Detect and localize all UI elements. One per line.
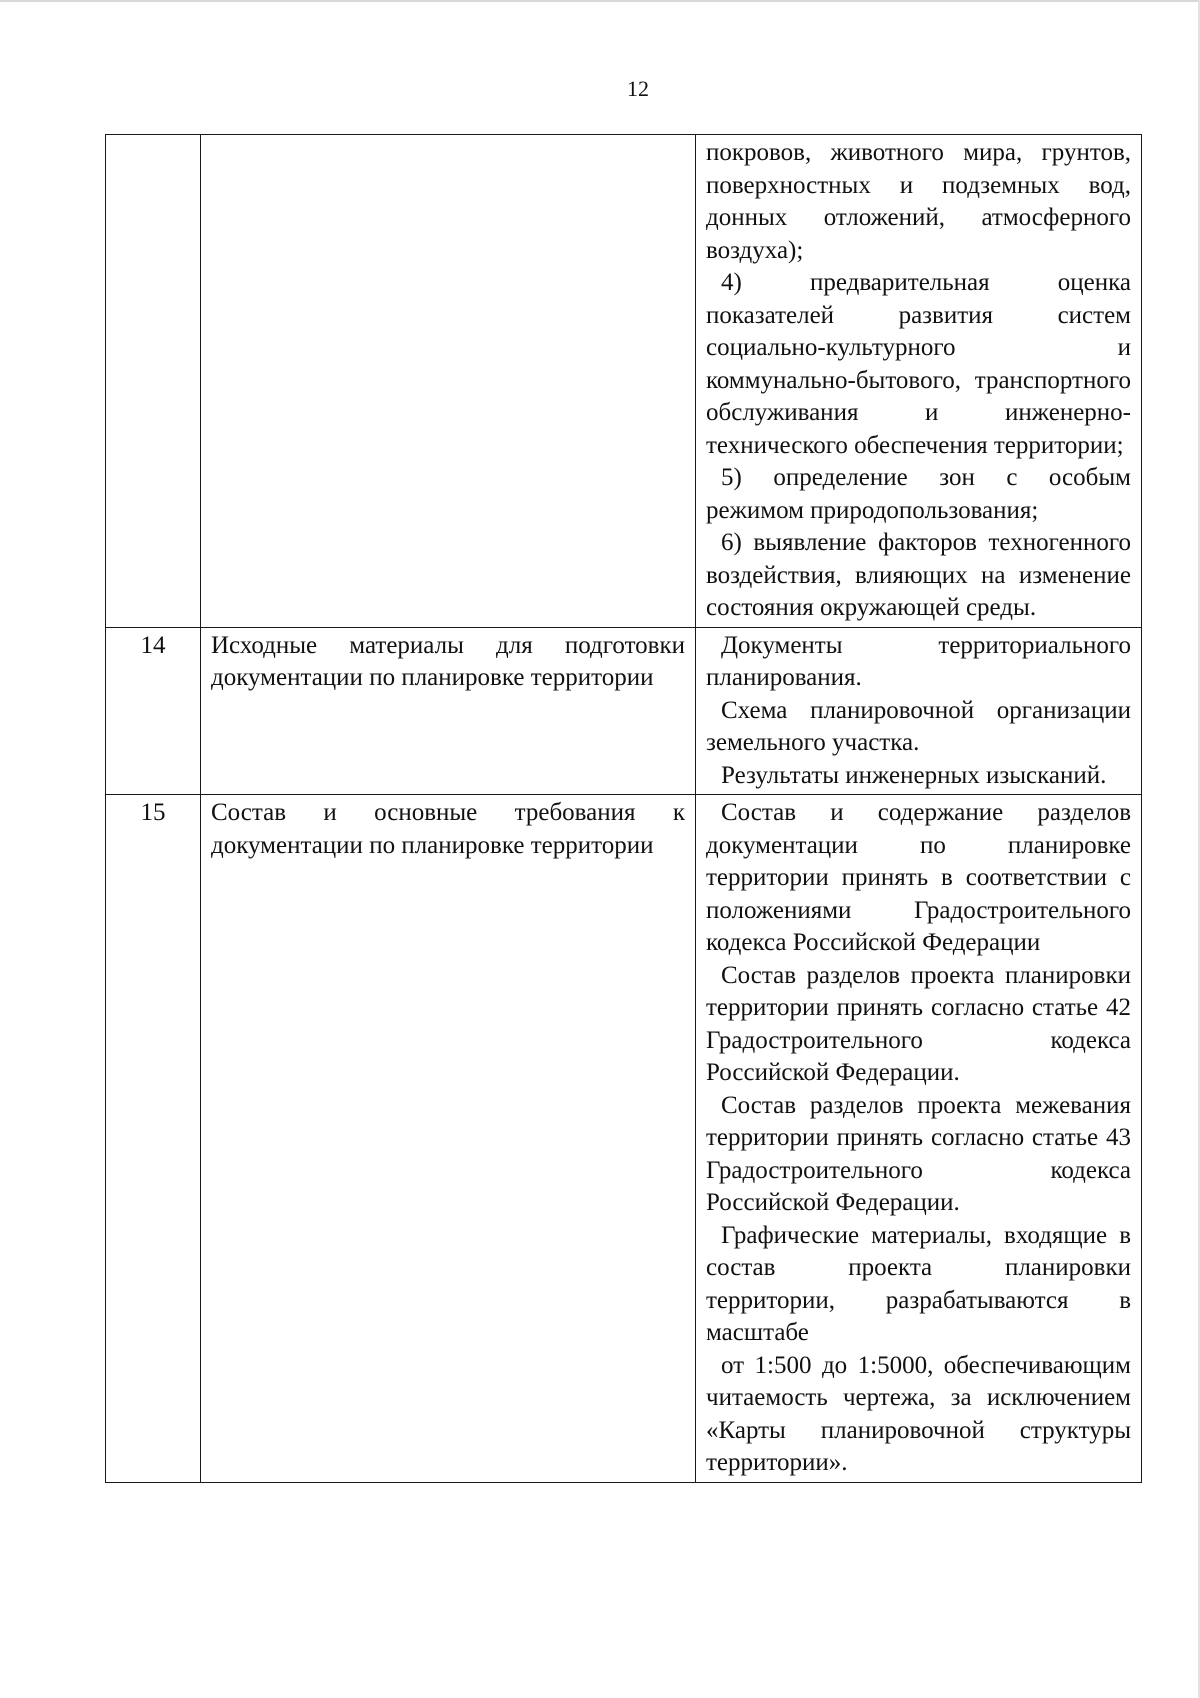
content-paragraph: 6) выявление факторов техногенного воздействия, влияющих на изменение состояния окружающей среды. [706, 529, 1131, 621]
row-number-cell [106, 135, 201, 628]
table-row [106, 135, 1142, 628]
content-paragraph: Результаты инженерных изысканий. [721, 761, 1107, 789]
row-content-cell [696, 627, 1142, 795]
content-paragraph: Состав разделов проекта планировки территории принять согласно статье 42 Градостроительного кодекса Российской Федерации. [706, 961, 1131, 1086]
content-paragraph: 4) предварительная оценка показателей развития систем социально-культурного и коммунально-бытового, транспортного обслуживания и инженерно-технического обеспечения территории; [706, 269, 1131, 459]
content-paragraph: покровов, животного мира, грунтов, поверхностных и подземных вод, донных отложений, атмосферного воздуха); [706, 139, 1131, 264]
content-paragraph: 5) определение зон с особым режимом природопользования; [706, 464, 1131, 524]
row-content-cell [696, 135, 1142, 628]
row-number-cell: 14 [106, 627, 201, 795]
page-number: 12 [627, 76, 649, 101]
row-name-cell [201, 135, 696, 628]
content-paragraph: Состав и содержание разделов документации по планировке территории принять в соответствии с положениями Градостроительного кодекса Российской Федерации [706, 799, 1131, 956]
row-content-cell [696, 795, 1142, 1483]
row-number-cell: 15 [106, 795, 201, 1483]
table-row [106, 627, 1142, 795]
table-row [106, 795, 1142, 1483]
row-name-cell: Состав и основные требования к документации по планировке территории [201, 795, 696, 1483]
content-paragraph: Графические материалы, входящие в состав проекта планировки территории, разрабатываются в масштабе [706, 1221, 1131, 1346]
content-paragraph: Состав разделов проекта межевания территории принять согласно статье 43 Градостроительного кодекса Российской Федерации. [706, 1091, 1131, 1216]
content-paragraph: Схема планировочной организации земельного участка. [706, 696, 1131, 756]
row-name-cell: Исходные материалы для подготовки документации по планировке территории [201, 627, 696, 795]
content-paragraph: Документы территориального планирования. [706, 631, 1131, 691]
scan-edge-top [0, 0, 1200, 2]
requirements-table [105, 134, 1142, 1483]
content-paragraph: от 1:500 до 1:5000, обеспечивающим читаемость чертежа, за исключением «Карты планировочной структуры территории». [706, 1351, 1131, 1476]
